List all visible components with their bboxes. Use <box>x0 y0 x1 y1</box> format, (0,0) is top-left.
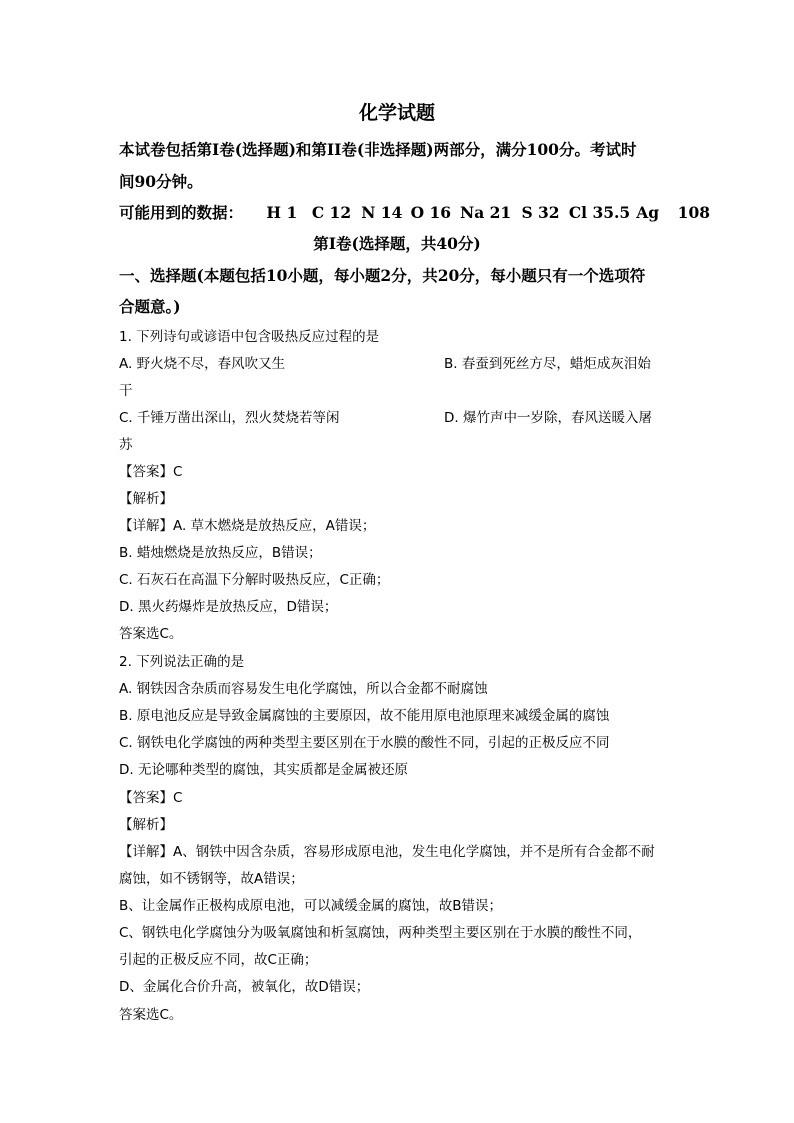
atomic-mass-s: S 32 <box>521 203 560 222</box>
atomic-mass-h: H 1 <box>266 203 298 222</box>
q1-analysis-heading: 【解析】 <box>119 491 173 507</box>
q1-conclusion: 答案选C。 <box>119 626 183 642</box>
section1-heading-line-1: 一、选择题(本题包括10小题，每小题2分，共20分，每小题只有一个选项符 <box>119 266 646 285</box>
q2-detail-d: D、金属化合价升高，被氧化，故D错误； <box>119 979 370 995</box>
q1-detail-c: C. 石灰石在高温下分解时吸热反应，C正确； <box>119 572 390 588</box>
q2-stem: 2. 下列说法正确的是 <box>119 654 245 670</box>
q2-detail-a: 【详解】A、钢铁中因含杂质，容易形成原电池，发生电化学腐蚀，并不是所有合金都不耐 <box>119 844 655 860</box>
q2-option-b: B. 原电池反应是导致金属腐蚀的主要原因，故不能用原电池原理来减缓金属的腐蚀 <box>119 708 610 724</box>
q2-detail-c: C、钢铁电化学腐蚀分为吸氧腐蚀和析氢腐蚀，两种类型主要区别在于水膜的酸性不同， <box>119 925 642 941</box>
q2-option-d: D. 无论哪种类型的腐蚀，其实质都是金属被还原 <box>119 762 408 778</box>
section1-heading-line-2: 合题意。) <box>119 297 181 316</box>
atomic-mass-data-row <box>119 201 711 223</box>
atomic-mass-n: N 14 <box>361 203 403 222</box>
q2-option-a: A. 钢铁因含杂质而容易发生电化学腐蚀，所以合金都不耐腐蚀 <box>119 681 488 697</box>
q2-analysis-heading: 【解析】 <box>119 817 173 833</box>
q1-option-a: A. 野火烧不尽，春风吹又生 <box>119 356 286 372</box>
atomic-mass-ag-value: 108 <box>677 203 711 222</box>
q1-option-b: B. 春蚕到死丝方尽，蜡炬成灰泪始 <box>444 356 651 372</box>
q2-answer: 【答案】C <box>119 790 183 806</box>
part1-title: 第I卷(选择题，共40分) <box>313 234 481 253</box>
q1-answer: 【答案】C <box>119 464 183 480</box>
q1-stem: 1. 下列诗句或谚语中包含吸热反应过程的是 <box>119 329 380 345</box>
q1-option-b-continued: 干 <box>119 383 133 399</box>
page-title: 化学试题 <box>358 102 435 124</box>
atomic-mass-na: Na 21 <box>460 203 512 222</box>
q2-detail-b: B、让金属作正极构成原电池，可以减缓金属的腐蚀，故B错误； <box>119 898 503 914</box>
exam-intro-line-1: 本试卷包括第I卷(选择题)和第II卷(非选择题)两部分，满分100分。考试时 <box>119 140 637 159</box>
q1-option-d: D. 爆竹声中一岁除，春风送暖入屠 <box>444 410 652 426</box>
q1-detail-d: D. 黑火药爆炸是放热反应，D错误； <box>119 599 338 615</box>
q1-option-d-continued: 苏 <box>119 437 133 453</box>
q1-detail-a: 【详解】A. 草木燃烧是放热反应，A错误； <box>119 518 376 534</box>
atomic-mass-o: O 16 <box>410 203 452 222</box>
data-label: 可能用到的数据： <box>119 203 244 222</box>
q2-conclusion: 答案选C。 <box>119 1007 183 1023</box>
q2-detail-a-continued: 腐蚀，如不锈钢等，故A错误； <box>119 871 304 887</box>
q1-detail-b: B. 蜡烛燃烧是放热反应，B错误； <box>119 545 322 561</box>
q2-detail-c-continued: 引起的正极反应不同，故C正确； <box>119 952 318 968</box>
q1-option-c: C. 千锤万凿出深山，烈火焚烧若等闲 <box>119 410 340 426</box>
atomic-mass-cl: Cl 35.5 <box>568 203 631 222</box>
atomic-mass-c: C 12 <box>311 203 352 222</box>
atomic-mass-ag: Ag <box>636 203 660 222</box>
exam-intro-line-2: 间90分钟。 <box>119 172 203 191</box>
q2-option-c: C. 钢铁电化学腐蚀的两种类型主要区别在于水膜的酸性不同，引起的正极反应不同 <box>119 735 610 751</box>
